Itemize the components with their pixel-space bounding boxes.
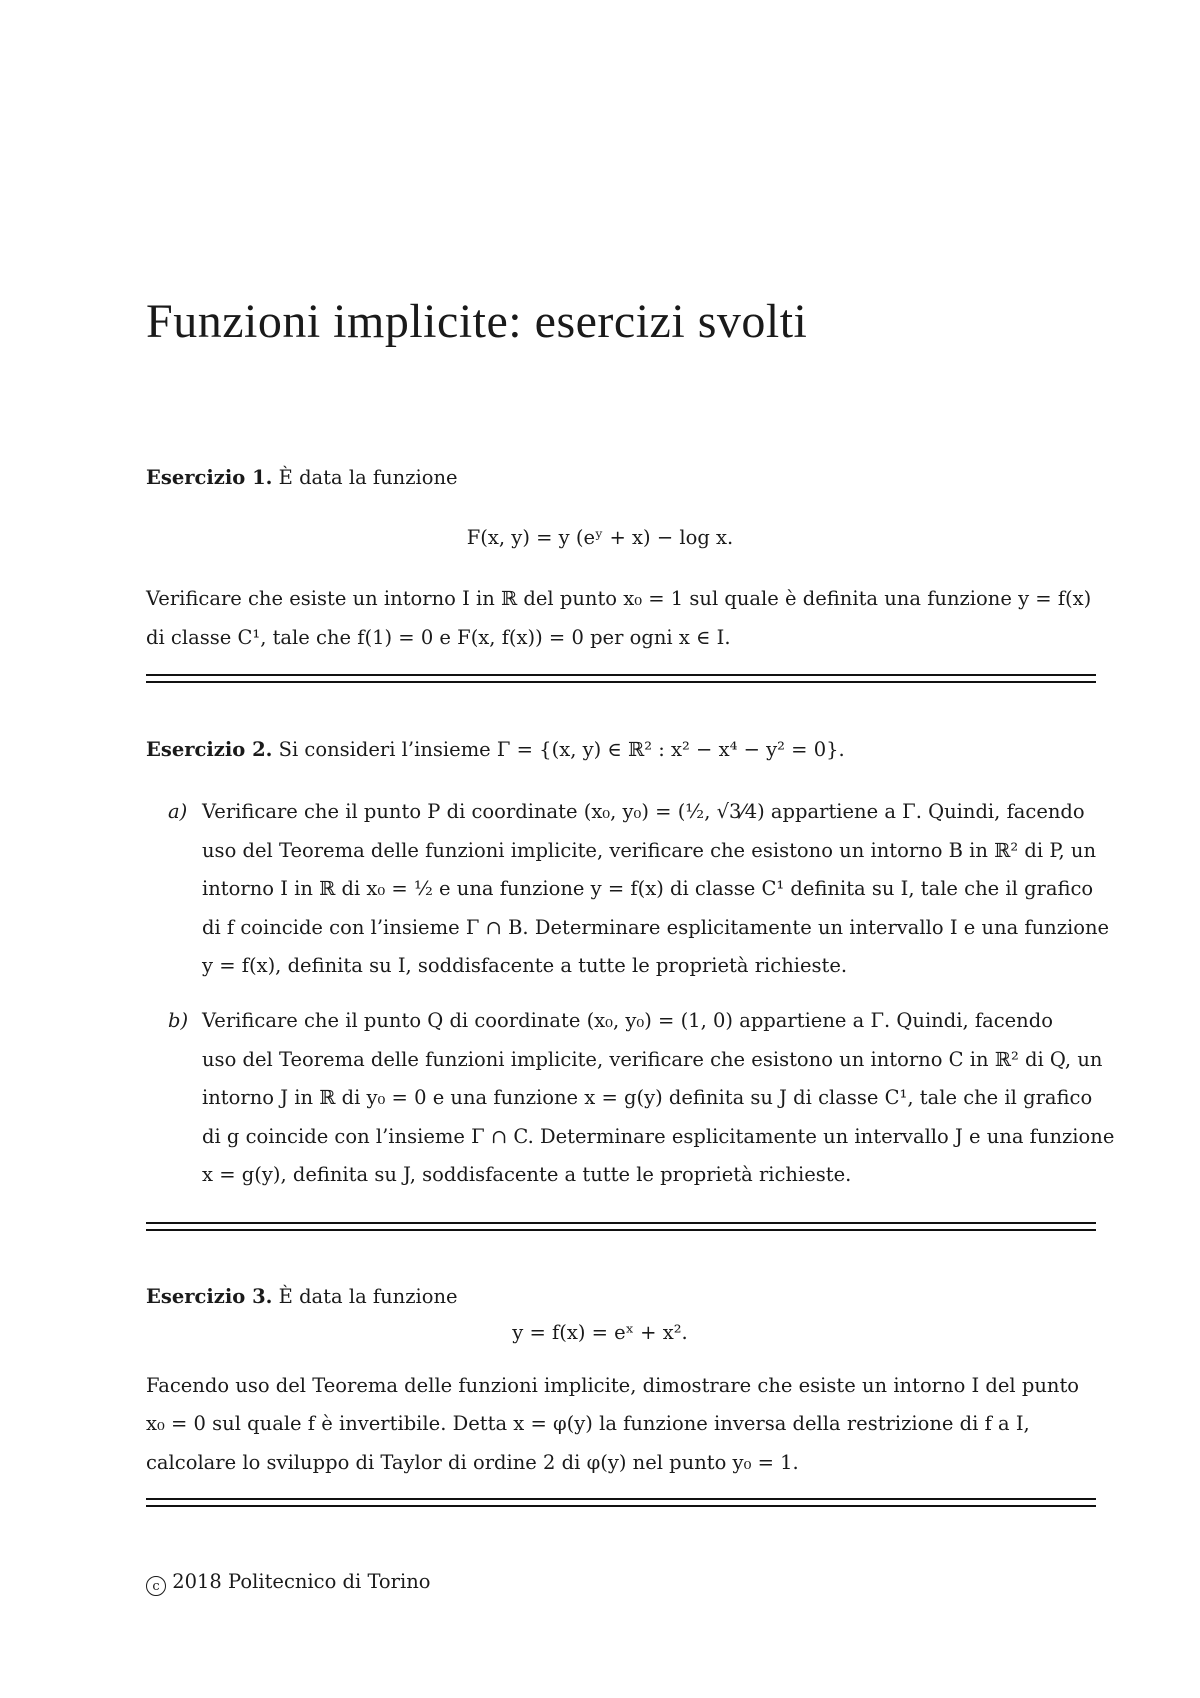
exercise-3-label: Esercizio 3. xyxy=(146,1285,273,1308)
item-a-line: Verificare che il punto P di coordinate (x₀, y₀) = (½, √3⁄4) appartiene a Γ. Quindi, facendo xyxy=(202,800,1085,823)
section-divider xyxy=(146,1498,1096,1507)
exercise-1-label: Esercizio 1. xyxy=(146,466,273,489)
exercise-1-text-line: di classe C¹, tale che f(1) = 0 e F(x, f(x)) = 0 per ogni x ∈ I. xyxy=(146,626,731,649)
exercise-2-header xyxy=(146,740,845,760)
item-a-line: di f coincide con l’insieme Γ ∩ B. Determinare esplicitamente un intervallo I e una funzione xyxy=(202,916,1110,939)
section-divider xyxy=(146,674,1096,683)
exercise-1-formula: F(x, y) = y (eʸ + x) − log x. xyxy=(466,526,734,549)
item-a-line: intorno I in ℝ di x₀ = ½ e una funzione y = f(x) di classe C¹ definita su I, tale che il grafico xyxy=(202,877,1094,900)
copyright-footer xyxy=(146,1572,431,1596)
item-b-line: x = g(y), definita su J, soddisfacente a tutte le proprietà richieste. xyxy=(202,1163,852,1186)
exercise-2-label: Esercizio 2. xyxy=(146,738,273,761)
item-a-label: a) xyxy=(168,800,188,823)
exercise-3-intro: È data la funzione xyxy=(278,1285,458,1308)
exercise-3-text-line: Facendo uso del Teorema delle funzioni implicite, dimostrare che esiste un intorno I del punto xyxy=(146,1374,1080,1397)
item-b-line: di g coincide con l’insieme Γ ∩ C. Determinare esplicitamente un intervallo J e una funzione xyxy=(202,1125,1115,1148)
item-a-line: uso del Teorema delle funzioni implicite, verificare che esistono un intorno B in ℝ² di P, un xyxy=(202,839,1097,862)
exercise-3-formula: y = f(x) = eˣ + x². xyxy=(512,1321,688,1344)
exercise-2-intro: Si consideri l’insieme Γ = {(x, y) ∈ ℝ² : x² − x⁴ − y² = 0}. xyxy=(278,738,845,761)
copyright-text: 2018 Politecnico di Torino xyxy=(172,1570,431,1593)
exercise-1-header xyxy=(146,468,458,488)
exercise-1-intro: È data la funzione xyxy=(278,466,458,489)
item-a-line: y = f(x), definita su I, soddisfacente a tutte le proprietà richieste. xyxy=(202,954,848,977)
exercise-1-text-line: Verificare che esiste un intorno I in ℝ del punto x₀ = 1 sul quale è definita una funzione y = f(x) xyxy=(146,587,1092,610)
exercise-3-header xyxy=(146,1287,458,1307)
copyright-icon: c xyxy=(146,1576,166,1596)
item-b-line: intorno J in ℝ di y₀ = 0 e una funzione x = g(y) definita su J di classe C¹, tale che il grafico xyxy=(202,1086,1093,1109)
exercise-3-text-line: x₀ = 0 sul quale f è invertibile. Detta x = φ(y) la funzione inversa della restrizione di f a I, xyxy=(146,1412,1030,1435)
item-b-line: Verificare che il punto Q di coordinate (x₀, y₀) = (1, 0) appartiene a Γ. Quindi, facendo xyxy=(202,1009,1053,1032)
exercise-3-text-line: calcolare lo sviluppo di Taylor di ordine 2 di φ(y) nel punto y₀ = 1. xyxy=(146,1451,799,1474)
item-b-line: uso del Teorema delle funzioni implicite, verificare che esistono un intorno C in ℝ² di Q, un xyxy=(202,1048,1103,1071)
page-title: Funzioni implicite: esercizi svolti xyxy=(146,295,808,348)
item-b-label: b) xyxy=(168,1009,189,1032)
section-divider xyxy=(146,1222,1096,1231)
